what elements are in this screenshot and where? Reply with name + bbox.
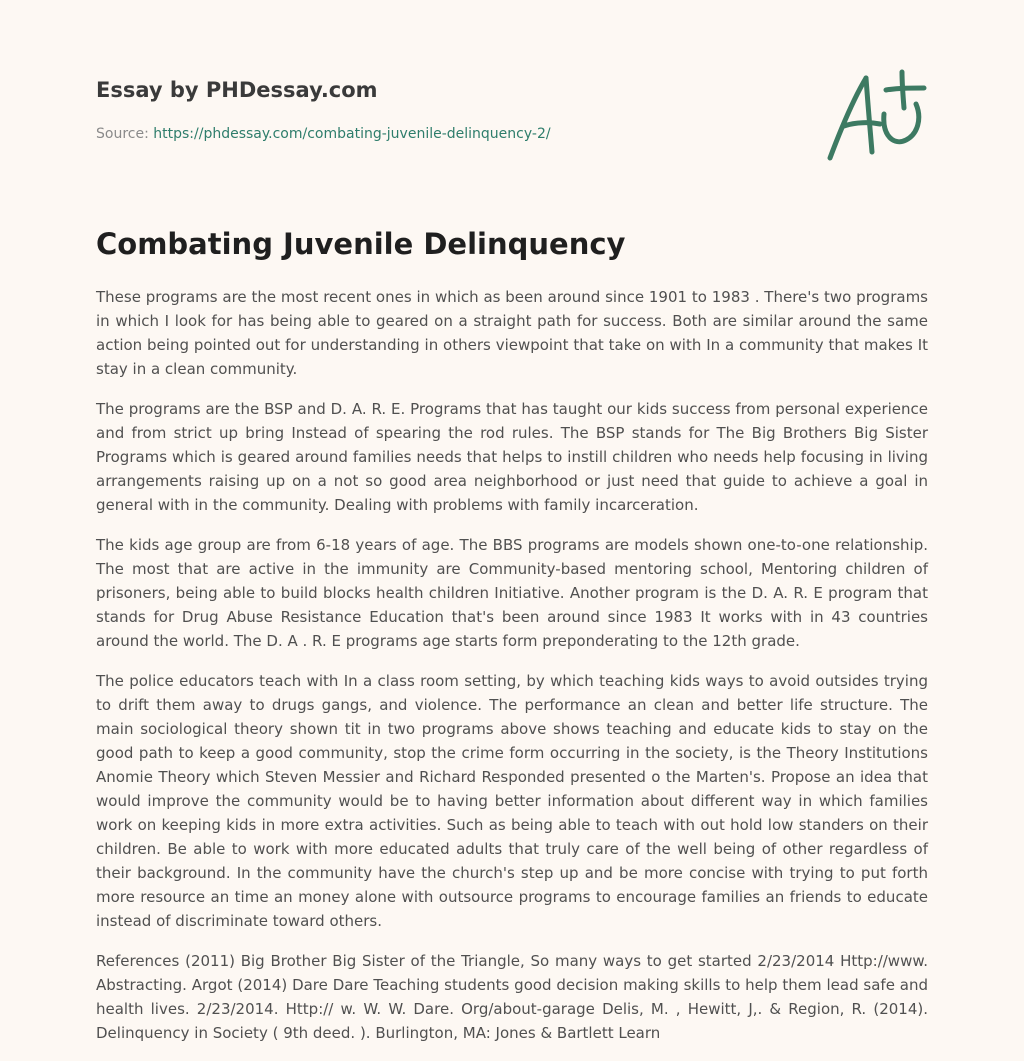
a-plus-grade-icon bbox=[820, 66, 930, 166]
article-body bbox=[96, 285, 928, 1061]
site-brand: Essay by PHDessay.com bbox=[96, 78, 378, 102]
page-header bbox=[96, 76, 796, 144]
source-link[interactable]: https://phdessay.com/combating-juvenile-delinquency-2/ bbox=[153, 126, 551, 142]
source-label: Source: bbox=[96, 126, 149, 142]
article-title: Combating Juvenile Delinquency bbox=[96, 227, 626, 261]
paragraph: The police educators teach with In a class room setting, by which teaching kids ways to avoid outsides trying to drift them away to drugs gangs, and violence. The performance an clean and better life structure. The main sociological theory shown tit in two programs above shows teaching and educate kids to stay on the good path to keep a good community, stop the crime form occurring in the society, is the Theory Institutions Anomie Theory which Steven Messier and Richard Responded presented o the Marten's. Propose an idea that would improve the community would be to having better information about different way in which families work on keeping kids in more extra activities. Such as being able to teach with out hold low standers on their children. Be able to work with more educated adults that truly care of the well being of other regardless of their background. In the community have the church's step up and be more concise with trying to put forth more resource an time an money alone with outsource programs to encourage families an friends to educate instead of discriminate toward others. bbox=[96, 672, 928, 930]
source-line bbox=[96, 124, 796, 144]
paragraph: These programs are the most recent ones in which as been around since 1901 to 1983 . There's two programs in which I look for has being able to geared on a straight path for success. Both are similar around the same action being pointed out for understanding in others viewpoint that take on with In a community that makes It stay in a clean community. bbox=[96, 288, 928, 378]
paragraph: The programs are the BSP and D. A. R. E. Programs that has taught our kids success from personal experience and from strict up bring Instead of spearing the rod rules. The BSP stands for The Big Brothers Big Sister Programs which is geared around families needs that helps to instill children who needs help focusing in living arrangements raising up on a not so good area neighborhood or just need that guide to achieve a goal in general with in the community. Dealing with problems with family incarceration. bbox=[96, 400, 928, 514]
paragraph: The kids age group are from 6-18 years of age. The BBS programs are models shown one-to-one relationship. The most that are active in the immunity are Community-based mentoring school, Mentoring children of prisoners, being able to build blocks health children Initiative. Another program is the D. A. R. E program that stands for Drug Abuse Resistance Education that's been around since 1983 It works with in 43 countries around the world. The D. A . R. E programs age starts form preponderating to the 12th grade. bbox=[96, 536, 928, 650]
references-paragraph: References (2011) Big Brother Big Sister of the Triangle, So many ways to get started 2/23/2014 Http://www. Abstracting. Argot (2014) Dare Dare Teaching students good decision making skills to help them lead safe and health lives. 2/23/2014. Http:// w. W. W. Dare. Org/about-garage Delis, M. , Hewitt, J,. & Region, R. (2014). Delinquency in Society ( 9th deed. ). Burlington, MA: Jones & Bartlett Learn bbox=[96, 952, 928, 1042]
